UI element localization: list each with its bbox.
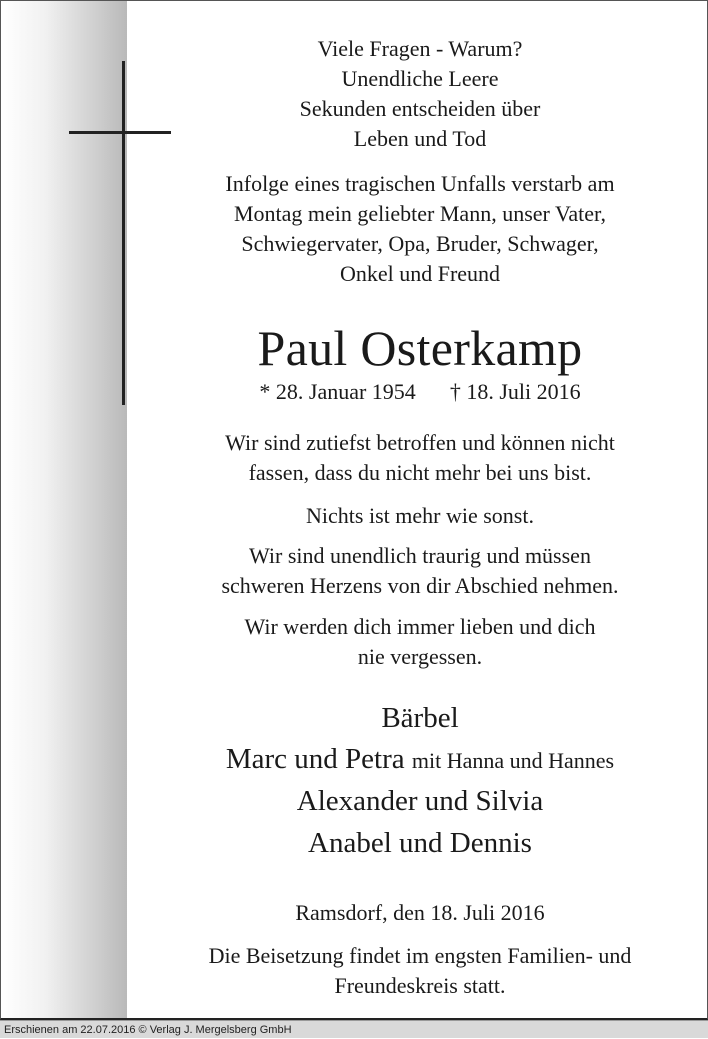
verse-line: Leben und Tod — [353, 126, 487, 151]
life-dates — [131, 377, 708, 407]
family-names: Marc und Petra — [225, 743, 405, 775]
text-line: fassen, dass du nicht mehr bei uns bist. — [248, 460, 592, 485]
mourning-text-3 — [131, 541, 708, 601]
intro-line: Infolge eines tragischen Unfalls verstarb am — [225, 171, 615, 196]
mourning-text-2: Nichts ist mehr wie sonst. — [306, 503, 534, 528]
text-line: Wir werden dich immer lieben und dich — [244, 614, 596, 639]
intro-text — [131, 169, 708, 289]
text-line: Wir sind unendlich traurig und müssen — [249, 543, 591, 568]
burial-line: Die Beisetzung findet im engsten Familien- und — [208, 943, 632, 968]
publication-footer: Erschienen am 22.07.2016 © Verlag J. Mergelsberg GmbH — [0, 1020, 708, 1038]
burial-info — [131, 941, 708, 1001]
text-line: nie vergessen. — [357, 644, 483, 669]
death-date: † 18. Juli 2016 — [449, 379, 581, 404]
intro-line: Onkel und Freund — [339, 261, 501, 286]
birth-date: * 28. Januar 1954 — [259, 379, 416, 404]
family-line-1: Bärbel — [381, 702, 459, 734]
intro-line: Montag mein geliebter Mann, unser Vater, — [233, 201, 606, 226]
side-gradient-band — [1, 1, 127, 1020]
place-date: Ramsdorf, den 18. Juli 2016 — [295, 900, 545, 925]
family-children: mit Hanna und Hannes — [411, 748, 615, 773]
mourning-text-4 — [131, 612, 708, 672]
verse-line: Viele Fragen - Warum? — [317, 36, 523, 61]
text-line: schweren Herzens von dir Abschied nehmen. — [221, 573, 619, 598]
burial-line: Freundeskreis statt. — [334, 973, 506, 998]
verse-line: Unendliche Leere — [341, 66, 499, 91]
family-line-3: Alexander und Silvia — [296, 785, 544, 817]
intro-line: Schwiegervater, Opa, Bruder, Schwager, — [241, 231, 599, 256]
family-line-2 — [131, 739, 708, 781]
cross-icon-vertical — [122, 61, 125, 405]
verse-line: Sekunden entscheiden über — [299, 96, 541, 121]
mourning-text-1 — [131, 428, 708, 488]
family-line-4: Anabel und Dennis — [308, 827, 532, 859]
verse — [131, 34, 708, 154]
deceased-name: Paul Osterkamp — [257, 320, 583, 376]
text-line: Wir sind zutiefst betroffen und können nicht — [225, 430, 615, 455]
